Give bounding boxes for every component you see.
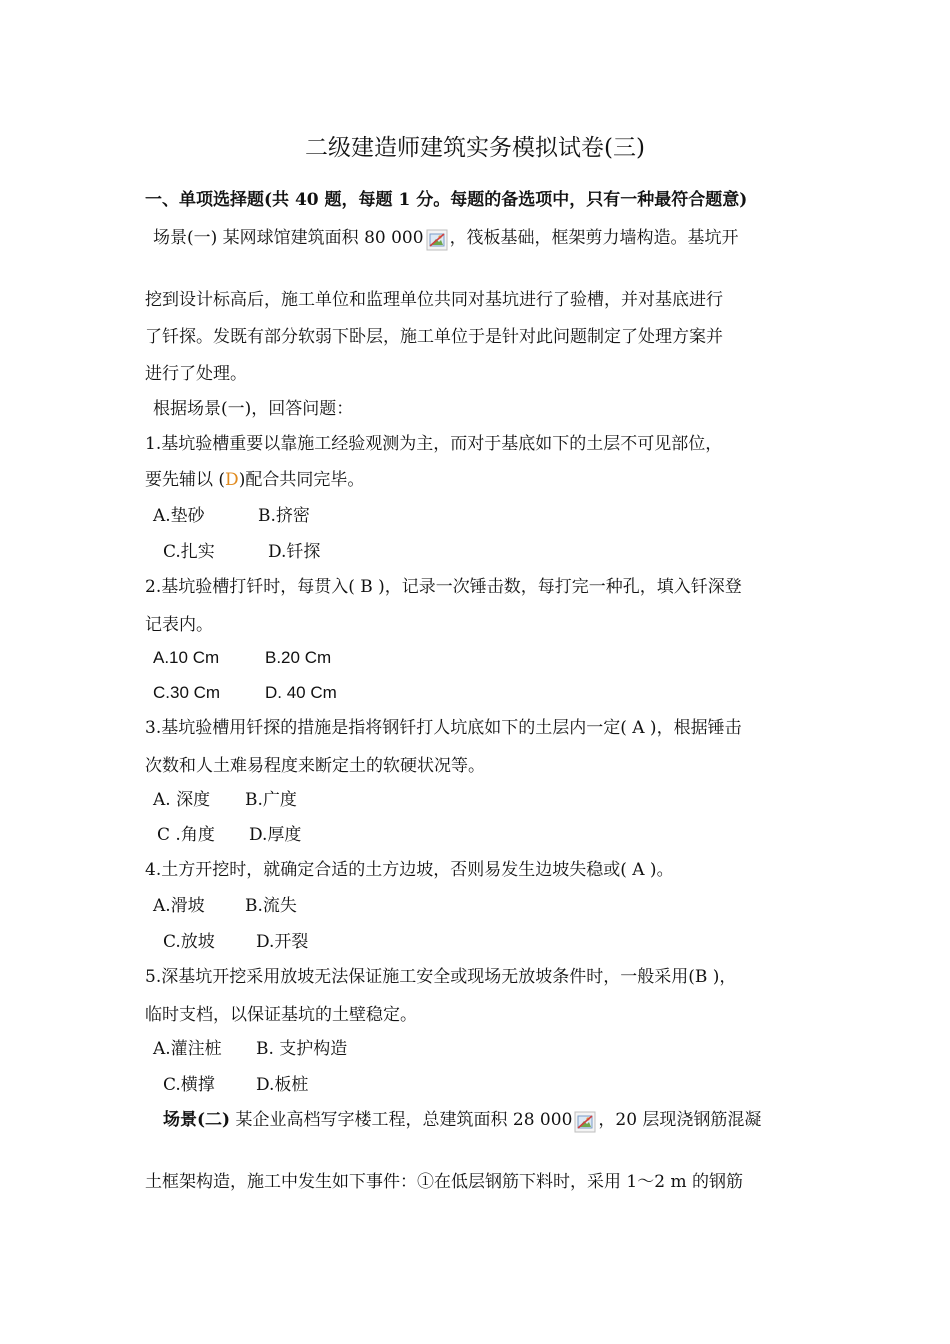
q1-option-c: C.扎实 xyxy=(163,542,215,562)
q2-option-b: B.20 Cm xyxy=(265,648,332,667)
q4-option-c: C.放坡 xyxy=(163,932,215,952)
section-heading: 一、单项选择题(共 40 题，每题 1 分。每题的备选项中，只有一种最符合题意) xyxy=(145,190,748,210)
scene1-label: 场景(一) xyxy=(153,228,218,248)
q2-option-d: D. 40 Cm xyxy=(265,683,337,702)
scene1-text-b: ，筏板基础，框架剪力墙构造。基坑开 xyxy=(449,228,739,248)
q1-line2 xyxy=(145,468,364,492)
scene1-prompt: 根据场景(一)，回答问题： xyxy=(153,399,354,419)
q5-line1: 5.深基坑开挖采用放坡无法保证施工安全或现场无放坡条件时，一般采用(B )， xyxy=(145,967,737,987)
scene2-text-a: 某企业高档写字楼工程，总建筑面积 28 000 xyxy=(230,1110,573,1130)
q3-option-c: C .角度 xyxy=(157,825,215,845)
scene2-line1 xyxy=(163,1108,761,1133)
q2-option-a: A.10 Cm xyxy=(153,648,220,667)
q3-line2: 次数和人土难易程度来断定土的软硬状况等。 xyxy=(145,756,485,776)
q5-option-d: D.板桩 xyxy=(256,1075,309,1095)
q2-option-c: C.30 Cm xyxy=(153,683,221,702)
scene1-line4: 进行了处理。 xyxy=(145,364,247,384)
page-title: 二级建造师建筑实务模拟试卷(三) xyxy=(305,135,645,161)
q3-option-d: D.厚度 xyxy=(249,825,302,845)
q4-option-a: A.滑坡 xyxy=(153,896,205,916)
scene2-label: 场景(二) xyxy=(163,1110,231,1130)
q1-option-a: A.垫砂 xyxy=(153,506,205,526)
q1-text-b: )配合共同完毕。 xyxy=(238,470,365,490)
scene1-line1 xyxy=(153,226,739,251)
q3-line1: 3.基坑验槽用钎探的措施是指将钢钎打人坑底如下的土层内一定( A )，根据锤击 xyxy=(145,718,742,738)
q5-line2: 临时支档，以保证基坑的土壁稳定。 xyxy=(145,1005,417,1025)
scene2-text-b: ，20 层现浇钢筋混凝 xyxy=(598,1110,762,1130)
q5-option-c: C.横撑 xyxy=(163,1075,215,1095)
scene2-line2: 土框架构造，施工中发生如下事件：①在低层钢筋下料时，采用 1～2 m 的钢筋 xyxy=(145,1172,743,1192)
q4-option-d: D.开裂 xyxy=(256,932,309,952)
scene1-line3: 了钎探。发既有部分软弱下卧层，施工单位于是针对此问题制定了处理方案并 xyxy=(145,327,723,347)
q5-option-b: B. 支护构造 xyxy=(256,1039,348,1059)
q1-text-a: 要先辅以 ( xyxy=(145,470,226,490)
q1-option-d: D.钎探 xyxy=(268,542,321,562)
q2-line2: 记表内。 xyxy=(145,615,213,635)
broken-image-icon xyxy=(426,229,448,251)
q3-option-b: B.广度 xyxy=(245,790,297,810)
broken-image-icon xyxy=(574,1111,596,1133)
scene1-text-a: 某网球馆建筑面积 80 000 xyxy=(217,228,424,248)
q4-line1: 4.土方开挖时，就确定合适的土方边坡，否则易发生边坡失稳或( A )。 xyxy=(145,860,674,880)
q4-option-b: B.流失 xyxy=(245,896,297,916)
q1-option-b: B.挤密 xyxy=(258,506,310,526)
q1-line1: 1.基坑验槽重要以靠施工经验观测为主，而对于基底如下的土层不可见部位， xyxy=(145,434,723,454)
q1-answer: D xyxy=(225,470,239,490)
q2-line1: 2.基坑验槽打钎时，每贯入( B )，记录一次锤击数，每打完一种孔，填入钎深登 xyxy=(145,577,742,597)
q5-option-a: A.灌注桩 xyxy=(153,1039,222,1059)
q3-option-a: A. 深度 xyxy=(153,790,211,810)
scene1-line2: 挖到设计标高后，施工单位和监理单位共同对基坑进行了验槽，并对基底进行 xyxy=(145,290,723,310)
